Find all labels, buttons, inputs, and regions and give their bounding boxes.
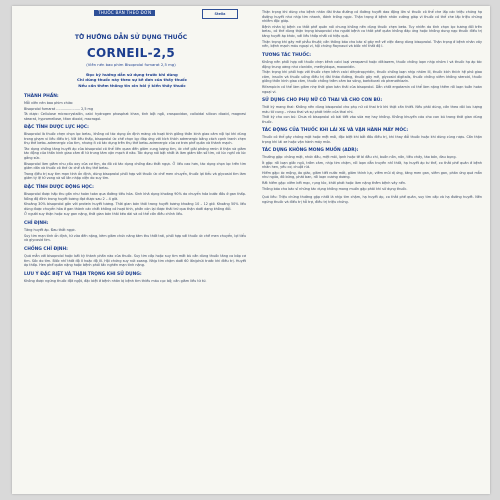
section-heading: CHỐNG CHỈ ĐỊNH: bbox=[24, 247, 68, 252]
section-paragraph: Mỗi viên nén bao phim chứa: bbox=[24, 101, 74, 105]
section-paragraph: Bisoprolol là thuốc chẹn chọn lọc beta₁, không có tác dụng ổn định màng và hoạt tính giống thần kinh giao cảm nội tại khi dùng trong phạm vi liều điều trị. Với liều thấp, bisoprolol ức chế chọn lọc đáp ứng với kích thích adrenergic bằng cách cạnh tranh chẹn thụ thể beta₁-adrenergic của tim, nhưng ít có tác dụng trên thụ thể beta₂-adrenergic của cơ trơn phế quản và thành mạch. bbox=[24, 132, 246, 146]
section-paragraph: Quá mẫn với bisoprolol hoặc bất kỳ thành phần nào của thuốc. Suy tim cấp hoặc suy tim mất bù cần dùng thuốc tăng co bóp cơ tim. Sốc do tim. Blốc nhĩ thất độ II hoặc độ III. Hội chứng suy nút xoang. Nhịp tim chậm dưới 60 lần/phút trước khi điều trị. Huyết áp thấp. Hen phế quản nặng hoặc bệnh phổi tắc nghẽn mạn tính nặng. bbox=[24, 254, 246, 268]
product-name: CORNEIL-2,5 bbox=[86, 46, 176, 60]
warning-line: Đọc kỹ hướng dẫn sử dụng trước khi dùng bbox=[86, 72, 178, 77]
document-title: TỜ HƯỚNG DẪN SỬ DỤNG THUỐC bbox=[74, 34, 188, 41]
section-paragraph: Trong điều trị suy tim mạn tính ổn định, dùng bisoprolol phối hợp với thuốc ức chế men chuyển, thuốc lợi tiểu và glycosid tim làm giảm tỷ lệ tử vong và số lần nhập viện do suy tim. bbox=[24, 171, 246, 181]
section-4 bbox=[24, 247, 246, 268]
section-paragraph: Không nên phối hợp với thuốc chẹn kênh calci loại verapamil hoặc diltiazem, thuốc chống loạn nhịp nhóm I và thuốc hạ áp tác động trung ương như clonidin, methyldopa, moxonidin. bbox=[262, 60, 482, 69]
section-heading: SỬ DỤNG CHO PHỤ NỮ CÓ THAI VÀ CHO CON BÚ: bbox=[262, 98, 383, 103]
section-heading: CHỈ ĐỊNH: bbox=[24, 221, 49, 226]
brand-logo: Stella bbox=[202, 9, 238, 19]
section-1 bbox=[24, 125, 246, 181]
section-paragraph: Quá liều: Triệu chứng thường gặp nhất là nhịp tim chậm, hạ huyết áp, co thắt phế quản, suy tim cấp và hạ đường huyết. Nên ngừng thuốc và điều trị hỗ trợ, điều trị triệu chứng. bbox=[262, 195, 482, 204]
warning-block bbox=[32, 72, 232, 88]
section-paragraph: Thời kỳ cho con bú: Chưa rõ bisoprolol có bài tiết vào sữa mẹ hay không. Không khuyến cáo cho con bú trong thời gian dùng thuốc. bbox=[262, 115, 482, 124]
section-paragraph: Tá dược: Cellulose microcrystallin, calci hydrogen phosphat khan, tinh bột ngô, crospovidon, colloidal silicon dioxid, magnesi stearat, hypromellose, titan dioxid, macrogol. bbox=[24, 112, 246, 121]
section-3 bbox=[24, 221, 246, 243]
warning-line: Chỉ dùng thuốc này theo sự kê đơn của thầy thuốc bbox=[76, 77, 188, 83]
section-2 bbox=[24, 185, 246, 217]
section-paragraph: Thận trọng khi phối hợp với thuốc chẹn kênh calci dihydropyridin, thuốc chống loạn nhịp nhóm III, thuốc kích thích hệ phó giao cảm, insulin và thuốc uống điều trị đái tháo đường, thuốc gây mê, glycosid digitalis, thuốc chống viêm không steroid, thuốc giống thần kinh giao cảm, thuốc chống trầm cảm ba vòng, barbiturat và phenothiazin. bbox=[262, 70, 482, 84]
section-paragraph: Ở người suy thận hoặc suy gan nặng, thời gian bán thải kéo dài và có thể cần điều chỉnh liều. bbox=[24, 212, 184, 217]
section-paragraph: Tăng huyết áp. Đau thắt ngực. bbox=[24, 228, 76, 232]
section-heading: LƯU Ý ĐẶC BIỆT VÀ THẬN TRỌNG KHI SỬ DỤNG: bbox=[24, 272, 142, 277]
header-strip bbox=[12, 6, 250, 22]
section-paragraph: Không được ngừng thuốc đột ngột, đặc biệt ở bệnh nhân bị bệnh tim thiếu máu cục bộ; cần giảm liều từ từ. bbox=[24, 279, 207, 283]
section-heading: ĐẶC TÍNH DƯỢC ĐỘNG HỌC: bbox=[24, 185, 94, 190]
section-paragraph: Bisoprolol làm giảm nhu cầu oxy của cơ tim, do đó có tác dụng chống đau thắt ngực. Ở liều cao hơn, tác dụng chọn lọc trên tim giảm dần và thuốc có thể ức chế cả thụ thể beta₂. bbox=[24, 161, 246, 171]
section-paragraph: Thận trọng khi dùng cho bệnh nhân đái tháo đường có đường huyết dao động lớn vì thuốc có thể che lấp các triệu chứng hạ đường huyết như nhịp tim nhanh, đánh trống ngực. Thận trọng ở bệnh nhân cường giáp vì thuốc có thể che lấp triệu chứng nhiễm độc giáp. bbox=[262, 10, 482, 24]
section-paragraph: Ít gặp: rối loạn giấc ngủ, trầm cảm, nhịp tim chậm, rối loạn dẫn truyền nhĩ thất, hạ huyết áp tư thế, co thắt phế quản ở bệnh nhân hen, yếu cơ, chuột rút. bbox=[262, 160, 482, 170]
section-5 bbox=[24, 272, 246, 284]
section-paragraph: Thông báo cho bác sĩ những tác dụng không mong muốn gặp phải khi sử dụng thuốc. bbox=[262, 186, 408, 191]
section-heading: THÀNH PHẦN: bbox=[24, 94, 59, 99]
section-0 bbox=[24, 94, 246, 121]
product-subtitle: (Viên nén bao phim Bisoprolol fumarat 2,5 mg) bbox=[86, 62, 176, 67]
section-heading: TÁC ĐỘNG CỦA THUỐC KHI LÁI XE VÀ VẬN HÀNH MÁY MÓC: bbox=[262, 128, 409, 133]
section-paragraph: Thường gặp: chóng mặt, nhức đầu, mệt mỏi, lạnh hoặc tê bì đầu chi, buồn nôn, nôn, tiêu chảy, táo bón, đau bụng. bbox=[262, 155, 457, 159]
section-1 bbox=[262, 53, 482, 94]
section-paragraph: Thận trọng khi gây mê phẫu thuật; cần thông báo cho bác sĩ gây mê về việc đang dùng bisoprolol. Thận trọng ở bệnh nhân vảy nến, bệnh mạch máu ngoại vi, hội chứng Raynaud và blốc nhĩ thất độ I. bbox=[262, 39, 482, 49]
section-0 bbox=[262, 10, 482, 49]
section-3 bbox=[262, 128, 482, 144]
section-paragraph: Rất hiếm gặp: viêm kết mạc, rụng tóc, khởi phát hoặc làm nặng thêm bệnh vảy nến. bbox=[262, 180, 407, 185]
section-2 bbox=[262, 98, 482, 124]
section-paragraph: Thuốc có thể gây chóng mặt hoặc mệt mỏi, đặc biệt khi bắt đầu điều trị, khi thay đổi thuốc hoặc khi dùng cùng rượu. Cần thận trọng khi lái xe hoặc vận hành máy móc. bbox=[262, 135, 482, 144]
warning-line: Nếu cần thêm thông tin xin hỏi ý kiến thầy thuốc bbox=[78, 82, 186, 88]
prescription-badge: THUỐC BÁN THEO ĐƠN bbox=[94, 10, 155, 16]
section-paragraph: Khoảng 30% bisoprolol gắn với protein huyết tương. Thời gian bán thải trong huyết tương khoảng 10 – 12 giờ. Khoảng 50% liều dùng được chuyển hóa ở gan thành các chất không có hoạt tính, phần còn lại được thải trừ qua thận dưới dạng không đổi. bbox=[24, 202, 246, 211]
section-heading: TÁC DỤNG KHÔNG MONG MUỐN (ADR): bbox=[262, 148, 359, 153]
section-paragraph: Thời kỳ mang thai: Không nên dùng bisoprolol cho phụ nữ có thai trừ khi thật cần thiết. Nếu phải dùng, cần theo dõi lưu lượng máu tử cung – nhau thai và sự phát triển của thai nhi. bbox=[262, 105, 482, 114]
section-4 bbox=[262, 148, 482, 191]
section-paragraph: Tác dụng chống tăng huyết áp của bisoprolol có thể liên quan đến giảm cung lượng tim, ức chế giải phóng renin ở thận và giảm tác động của thần kinh giao cảm đi từ trung tâm vận mạch ở não. Tác dụng nổi bật nhất là làm giảm tần số tim, cả lúc nghỉ và lúc gắng sức. bbox=[24, 146, 246, 160]
section-5 bbox=[262, 195, 482, 204]
section-paragraph: Bisoprolol fumarat ...................... 2,5 mg bbox=[24, 106, 94, 111]
section-heading: ĐẶC TÍNH DƯỢC LỰC HỌC: bbox=[24, 125, 89, 130]
section-paragraph: Rifampicin có thể làm giảm nhẹ thời gian bán thải của bisoprolol. Dẫn chất ergotamin có thể làm nặng thêm rối loạn tuần hoàn ngoại vi. bbox=[262, 84, 482, 94]
leaflet-sheet bbox=[12, 6, 490, 494]
section-paragraph: Bệnh nhân bị bệnh co thắt phế quản nói chung không nên dùng thuốc chẹn beta. Tuy nhiên do tính chọn lọc tương đối trên beta₁, có thể dùng thận trọng bisoprolol cho người bệnh co thắt phế quản không đáp ứng hoặc không dung nạp thuốc điều trị tăng huyết áp khác, với liều thấp nhất có hiệu quả. bbox=[262, 24, 482, 38]
section-paragraph: Hiếm gặp: ác mộng, ảo giác, giảm tiết nước mắt, giảm thính lực, viêm mũi dị ứng, tăng men gan, viêm gan, phản ứng quá mẫn như ngứa, đỏ bừng, phát ban, rối loạn cương dương. bbox=[262, 170, 482, 180]
section-heading: TƯƠNG TÁC THUỐC: bbox=[262, 53, 312, 58]
section-paragraph: Suy tim mạn tính ổn định, từ vừa đến nặng, kèm giảm chức năng tâm thu thất trái, phối hợp với thuốc ức chế men chuyển, lợi tiểu và glycosid tim. bbox=[24, 233, 246, 243]
section-paragraph: Bisoprolol được hấp thu gần như hoàn toàn qua đường tiêu hóa. Sinh khả dụng khoảng 90% do chuyển hóa bước đầu ở gan thấp. Nồng độ đỉnh trong huyết tương đạt được sau 2 – 4 giờ. bbox=[24, 192, 246, 201]
